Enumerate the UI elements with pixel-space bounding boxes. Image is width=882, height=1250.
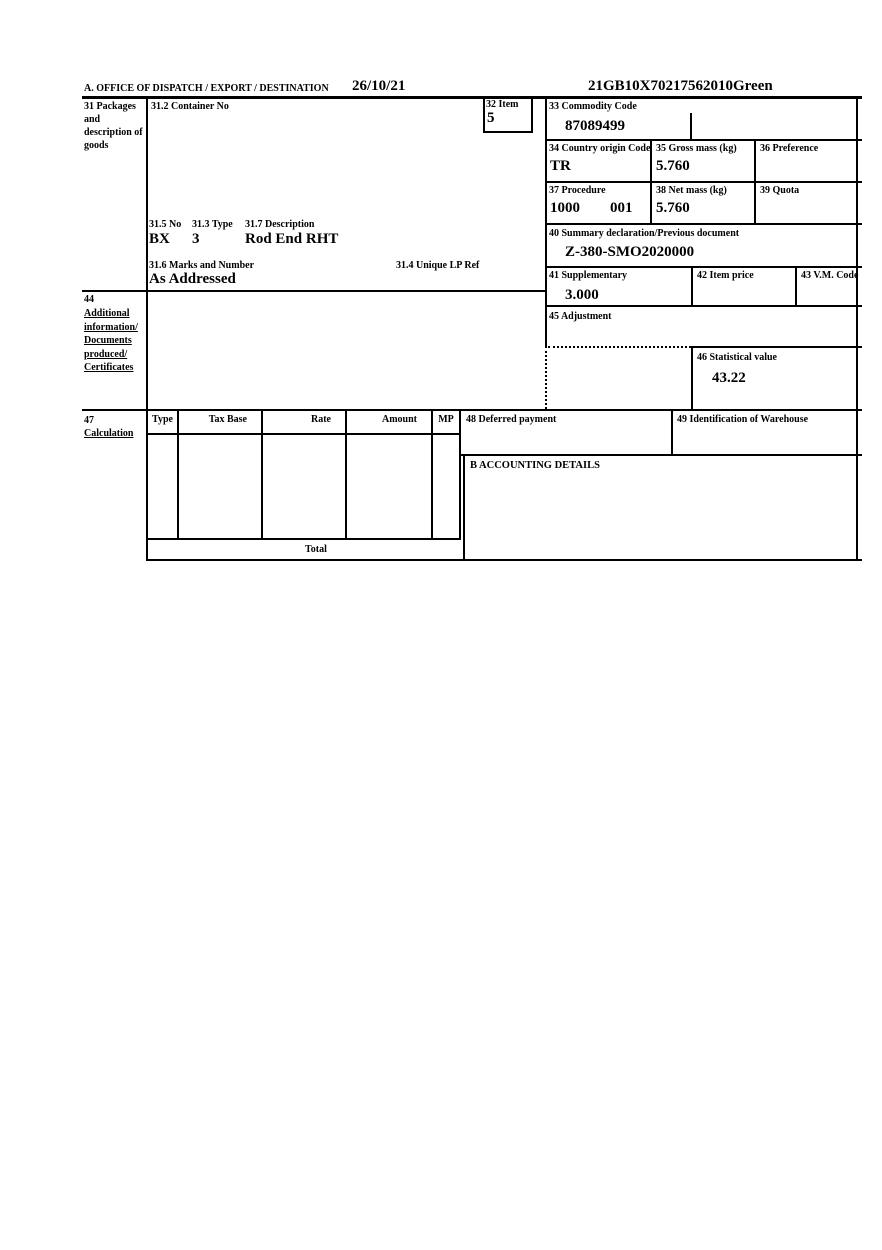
marks-number-label: 31.6 Marks and Number: [149, 260, 255, 271]
form-line: [82, 409, 862, 411]
statistical-value-value: 43.22: [712, 370, 746, 386]
preference-label: 36 Preference: [760, 143, 819, 154]
form-line: [483, 96, 485, 131]
box31-side-label: 31 Packages and description of goods: [84, 101, 143, 151]
item-price-label: 42 Item price: [697, 270, 754, 281]
warehouse-id-label: 49 Identification of Warehouse: [677, 414, 809, 425]
form-line: [545, 139, 862, 141]
form-line: [146, 96, 148, 561]
summary-declaration-label: 40 Summary declaration/Previous document: [549, 228, 740, 239]
marks-number-value: As Addressed: [149, 271, 236, 287]
form-line: [691, 266, 693, 305]
supplementary-value: 3.000: [565, 287, 599, 303]
form-line: [545, 96, 547, 346]
supplementary-label: 41 Supplementary: [549, 270, 628, 281]
calc-header-tax-base: Tax Base: [208, 414, 247, 425]
form-line: [483, 131, 533, 133]
form-line: [146, 559, 862, 561]
gross-mass-label: 35 Gross mass (kg): [656, 143, 737, 154]
summary-declaration-value: Z-380-SMO2020000: [565, 244, 695, 260]
statistical-value-label: 46 Statistical value: [697, 352, 777, 363]
box44-label-line: produced/: [84, 348, 128, 360]
deferred-payment-label: 48 Deferred payment: [466, 414, 557, 425]
item-number-value: 5: [487, 110, 495, 126]
unique-lp-ref-label: 31.4 Unique LP Ref: [396, 260, 480, 271]
form-line: [754, 139, 756, 223]
form-line: [261, 409, 263, 538]
box44-label-line: Certificates: [84, 362, 134, 373]
net-mass-label: 38 Net mass (kg): [656, 185, 727, 196]
packages-type-label: 31.3 Type: [192, 219, 233, 230]
form-line: [463, 454, 465, 559]
form-line: [545, 181, 862, 183]
calc-header-mp: MP: [438, 414, 454, 425]
packages-no-value: BX: [149, 231, 170, 247]
form-line: [461, 454, 862, 456]
container-no-label: 31.2 Container No: [151, 101, 229, 112]
form-line: [148, 433, 461, 435]
calc-header-type: Type: [152, 414, 173, 425]
declaration-date: 26/10/21: [352, 78, 406, 94]
gross-mass-value: 5.760: [656, 158, 690, 174]
commodity-code-value: 87089499: [565, 118, 625, 134]
form-line: [82, 96, 862, 99]
box44-number: 44: [84, 294, 94, 305]
calc-total-label: Total: [305, 544, 327, 555]
packages-no-label: 31.5 No: [149, 219, 182, 230]
dotted-line: [548, 346, 691, 348]
packages-type-value: 3: [192, 231, 200, 247]
form-line: [177, 409, 179, 538]
quota-label: 39 Quota: [760, 185, 800, 196]
goods-description-value: Rod End RHT: [245, 231, 339, 247]
procedure-value-2: 001: [610, 200, 633, 216]
box44-label-line: Additional: [84, 308, 130, 319]
form-line: [856, 96, 858, 561]
box44-label: [84, 307, 138, 375]
form-line: [545, 223, 862, 225]
country-origin-label: 34 Country origin Code: [549, 143, 651, 154]
dotted-line: [545, 346, 547, 409]
box44-label-line: Documents: [84, 335, 132, 346]
calc-header-rate: Rate: [311, 414, 331, 425]
box44-label-line: information/: [84, 321, 138, 333]
box47-number: 47: [84, 415, 94, 426]
form-line: [545, 305, 862, 307]
box47-label: Calculation: [84, 428, 134, 439]
form-line: [459, 409, 461, 538]
procedure-value-1: 1000: [550, 200, 580, 216]
country-origin-value: TR: [550, 158, 571, 174]
goods-description-label: 31.7 Description: [245, 219, 315, 230]
form-line: [148, 538, 461, 540]
form-line: [691, 346, 693, 409]
form-line: [545, 266, 862, 268]
form-line: [671, 409, 673, 454]
form-line: [795, 266, 797, 305]
calc-header-amount: Amount: [381, 414, 417, 425]
procedure-label: 37 Procedure: [549, 185, 606, 196]
item-number-label: 32 Item: [486, 99, 519, 110]
form-line: [691, 346, 862, 348]
vm-code-label: 43 V.M. Code: [801, 270, 859, 281]
form-line: [345, 409, 347, 538]
form-line: [82, 290, 547, 292]
net-mass-value: 5.760: [656, 200, 690, 216]
form-line: [431, 409, 433, 538]
commodity-code-label: 33 Commodity Code: [549, 101, 637, 112]
accounting-details-label: B ACCOUNTING DETAILS: [470, 460, 600, 471]
form-line: [690, 113, 692, 139]
mrn-number: 21GB10X70217562010: [588, 78, 734, 94]
routing-indicator: Green: [733, 78, 773, 94]
office-of-dispatch-label: A. OFFICE OF DISPATCH / EXPORT / DESTINATION: [84, 83, 329, 94]
form-line: [531, 96, 533, 131]
adjustment-label: 45 Adjustment: [549, 311, 612, 322]
